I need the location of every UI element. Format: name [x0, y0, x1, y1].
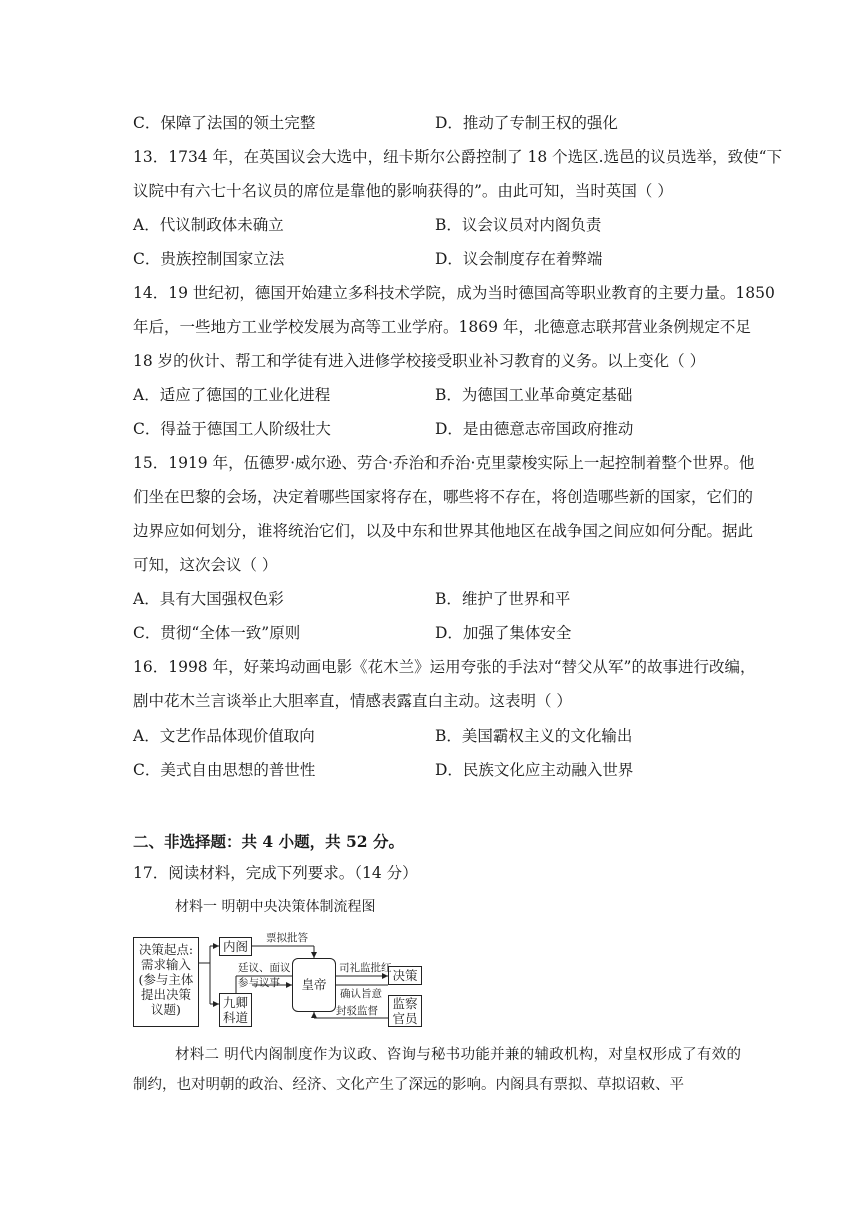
q13-option-d: D．议会制度存在着弊端: [435, 250, 603, 268]
q15-stem-line2: 们坐在巴黎的会场，决定着哪些国家将存在，哪些将不存在，将创造哪些新的国家，它们的: [133, 488, 754, 506]
q14-option-c: C．得益于德国工人阶级壮大: [133, 420, 331, 438]
q15-option-d: D．加强了集体安全: [435, 624, 572, 642]
q15-stem-line3: 边界应如何划分，谁将统治它们，以及中东和世界其他地区在战争国之间应如何分配。据此: [133, 522, 754, 540]
jiuqing-line-2: 科道: [222, 1010, 248, 1025]
jiuqing-box: [219, 993, 252, 1027]
emperor-box: 皇帝: [292, 958, 336, 1012]
label-piaoni: 票拟批答: [266, 932, 308, 944]
q15-stem-line1: 15．1919 年，伍德罗·威尔逊、劳合·乔治和乔治·克里蒙梭实际上一起控制着整个世界。他: [133, 454, 755, 472]
q13-option-c: C．贵族控制国家立法: [133, 250, 285, 268]
q16-option-d: D．民族文化应主动融入世界: [435, 761, 634, 779]
q16-option-a: A．文艺作品体现价值取向: [133, 727, 315, 745]
q13-stem-line1: 13．1734 年，在英国议会大选中，纽卡斯尔公爵控制了 18 个选区.选邑的议员选举，致使“下: [133, 148, 783, 166]
label-queren: 确认旨意: [340, 988, 382, 1000]
q14-stem-line3: 18 岁的伙计、帮工和学徒有进入进修学校接受职业补习教育的义务。以上变化（ ）: [133, 352, 706, 370]
q17-stem: 17．阅读材料，完成下列要求。（14 分）: [133, 864, 418, 882]
label-silijian: 司礼监批红: [339, 962, 392, 974]
q15-option-b: B．维护了世界和平: [435, 590, 571, 608]
q12-option-d: D．推动了专制王权的强化: [435, 114, 618, 132]
start-line-3: (参与主体: [138, 972, 194, 987]
censor-line-1: 监察: [392, 996, 418, 1011]
censor-line-2: 官员: [392, 1011, 418, 1026]
neige-box: 内阁: [219, 937, 252, 956]
decision-box: 决策: [388, 966, 422, 985]
q12-option-c: C．保障了法国的领土完整: [133, 114, 316, 132]
label-tingyi: 廷议、面议: [238, 962, 291, 974]
section-heading: 二、非选择题：共 4 小题，共 52 分。: [133, 832, 404, 851]
start-line-1: 决策起点:: [138, 942, 194, 957]
material2-paragraph: 材料二 明代内阁制度作为议政、咨询与秘书功能并兼的辅政机构，对皇权形成了有效的制约，也对明朝的政治、经济、文化产生了深远的影响。内阁具有票拟、草拟诏敕、平: [133, 1047, 741, 1093]
q13-stem-line2: 议院中有六七十名议员的席位是靠他的影响获得的”。由此可知，当时英国（ ）: [133, 182, 673, 200]
q14-option-a: A．适应了德国的工业化进程: [133, 386, 331, 404]
q15-stem-line4: 可知，这次会议（ ）: [133, 556, 278, 574]
material1-caption: 材料一 明朝中央决策体制流程图: [175, 899, 376, 915]
q16-stem-line2: 剧中花木兰言谈举止大胆率直，情感表露直白主动。这表明（ ）: [133, 692, 572, 710]
q16-option-b: B．美国霸权主义的文化输出: [435, 727, 633, 745]
jiuqing-line-1: 九卿: [222, 995, 248, 1010]
label-canyu: 参与议事: [238, 977, 280, 989]
start-line-5: 议题): [151, 1002, 181, 1017]
label-fengbo: 封驳监督: [336, 1005, 378, 1017]
q13-option-b: B．议会议员对内阁负责: [435, 216, 602, 234]
q13-option-a: A．代议制政体未确立: [133, 216, 284, 234]
q14-option-d: D．是由德意志帝国政府推动: [435, 420, 634, 438]
q15-option-c: C．贯彻“全体一致”原则: [133, 624, 301, 642]
q14-stem-line1: 14．19 世纪初，德国开始建立多科技术学院，成为当时德国高等职业教育的主要力量。1850: [133, 284, 775, 302]
q14-stem-line2: 年后，一些地方工业学校发展为高等工业学府。1869 年，北德意志联邦营业条例规定不足: [133, 318, 751, 336]
q15-option-a: A．具有大国强权色彩: [133, 590, 284, 608]
q16-option-c: C．美式自由思想的普世性: [133, 761, 316, 779]
decision-start-box: [133, 937, 199, 1027]
q14-option-b: B．为德国工业革命奠定基础: [435, 386, 633, 404]
start-line-4: 提出决策: [140, 987, 191, 1002]
q16-stem-line1: 16．1998 年，好莱坞动画电影《花木兰》运用夸张的手法对“替父从军”的故事进行改编，: [133, 658, 756, 676]
censor-box: [388, 995, 422, 1027]
start-line-2: 需求输入: [140, 957, 191, 972]
